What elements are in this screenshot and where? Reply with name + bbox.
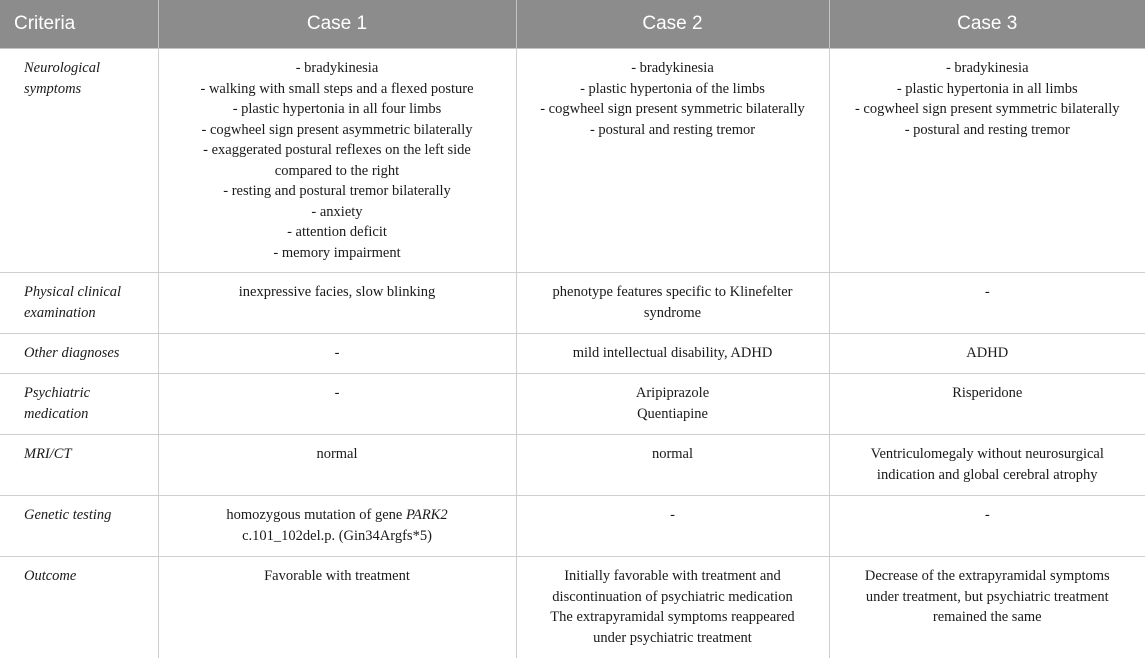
criteria-label: Outcome (24, 566, 152, 587)
case-2-cell (516, 334, 829, 374)
criteria-cell (0, 496, 158, 557)
table-row (0, 496, 1145, 557)
cell-text: remained the same (836, 607, 1140, 628)
case-2-cell (516, 557, 829, 658)
case-3-cell (829, 374, 1145, 435)
cell-text: ADHD (836, 343, 1140, 364)
criteria-label: Genetic testing (24, 505, 152, 526)
cell-text: normal (165, 444, 510, 465)
cell-text: inexpressive facies, slow blinking (165, 282, 510, 303)
header-case-1: Case 1 (158, 0, 516, 49)
case-3-cell (829, 49, 1145, 273)
symptom-item: - attention deficit (165, 222, 510, 243)
case-1-cell (158, 273, 516, 334)
cell-text: under psychiatric treatment (523, 628, 823, 649)
table-row (0, 374, 1145, 435)
symptom-item: - plastic hypertonia in all limbs (836, 79, 1140, 100)
case-1-cell (158, 49, 516, 273)
symptom-item: - cogwheel sign present symmetric bilaterally (836, 99, 1140, 120)
case-3-cell (829, 334, 1145, 374)
cell-text: indication and global cerebral atrophy (836, 465, 1140, 486)
table-row (0, 273, 1145, 334)
criteria-cell (0, 435, 158, 496)
symptom-item: - bradykinesia (165, 58, 510, 79)
cell-text: discontinuation of psychiatric medication (523, 587, 823, 608)
cell-text: Aripiprazole (523, 383, 823, 404)
case-1-cell (158, 557, 516, 658)
gene-detail: c.101_102del.p. (Gin34Argfs*5) (165, 526, 510, 547)
criteria-cell (0, 273, 158, 334)
header-criteria: Criteria (0, 0, 158, 49)
case-3-cell (829, 273, 1145, 334)
criteria-label: examination (24, 303, 152, 324)
symptom-item: - bradykinesia (836, 58, 1140, 79)
cell-text: The extrapyramidal symptoms reappeared (523, 607, 823, 628)
criteria-label: symptoms (24, 79, 152, 100)
cell-text: - (836, 505, 1140, 526)
table-row (0, 557, 1145, 658)
symptom-item: - exaggerated postural reflexes on the left side (165, 140, 510, 161)
table-header (0, 0, 1145, 49)
cell-text: Quentiapine (523, 404, 823, 425)
symptom-item: - walking with small steps and a flexed posture (165, 79, 510, 100)
criteria-label: Neurological (24, 58, 152, 79)
case-3-cell (829, 435, 1145, 496)
cell-text: syndrome (523, 303, 823, 324)
symptom-item: - cogwheel sign present symmetric bilaterally (523, 99, 823, 120)
criteria-label: medication (24, 404, 152, 425)
table-row (0, 49, 1145, 273)
cell-text: Initially favorable with treatment and (523, 566, 823, 587)
cell-text: Decrease of the extrapyramidal symptoms (836, 566, 1140, 587)
cell-text: Ventriculomegaly without neurosurgical (836, 444, 1140, 465)
cell-text: Risperidone (836, 383, 1140, 404)
case-3-cell (829, 557, 1145, 658)
symptom-item: - resting and postural tremor bilaterally (165, 181, 510, 202)
criteria-cell (0, 49, 158, 273)
cell-text: mild intellectual disability, ADHD (523, 343, 823, 364)
header-case-3: Case 3 (829, 0, 1145, 49)
symptom-item: - anxiety (165, 202, 510, 223)
criteria-label: Physical clinical (24, 282, 152, 303)
gene-name: PARK2 (406, 507, 448, 523)
cell-text: - (165, 383, 510, 404)
table-row (0, 435, 1145, 496)
criteria-label: Psychiatric (24, 383, 152, 404)
case-1-cell (158, 334, 516, 374)
gene-line (165, 505, 510, 526)
symptom-item: - postural and resting tremor (836, 120, 1140, 141)
criteria-label: MRI/CT (24, 444, 152, 465)
cell-text: - (523, 505, 823, 526)
criteria-cell (0, 557, 158, 658)
table-body (0, 49, 1145, 658)
case-1-cell (158, 496, 516, 557)
symptom-item: - postural and resting tremor (523, 120, 823, 141)
header-case-2: Case 2 (516, 0, 829, 49)
case-2-cell (516, 435, 829, 496)
cell-text: - (836, 282, 1140, 303)
cell-text: phenotype features specific to Klinefelter (523, 282, 823, 303)
case-3-cell (829, 496, 1145, 557)
symptom-item: compared to the right (165, 161, 510, 182)
case-2-cell (516, 496, 829, 557)
criteria-cell (0, 374, 158, 435)
symptom-item: - cogwheel sign present asymmetric bilaterally (165, 120, 510, 141)
cell-text: Favorable with treatment (165, 566, 510, 587)
cell-text: under treatment, but psychiatric treatment (836, 587, 1140, 608)
case-2-cell (516, 374, 829, 435)
cell-text: normal (523, 444, 823, 465)
criteria-cell (0, 334, 158, 374)
header-row (0, 0, 1145, 49)
case-2-cell (516, 49, 829, 273)
symptom-item: - plastic hypertonia of the limbs (523, 79, 823, 100)
gene-prefix: homozygous mutation of gene (226, 507, 406, 523)
criteria-label: Other diagnoses (24, 343, 152, 364)
case-1-cell (158, 374, 516, 435)
symptom-item: - memory impairment (165, 243, 510, 264)
symptom-item: - plastic hypertonia in all four limbs (165, 99, 510, 120)
table-row (0, 334, 1145, 374)
case-1-cell (158, 435, 516, 496)
cell-text: - (165, 343, 510, 364)
symptom-item: - bradykinesia (523, 58, 823, 79)
case-2-cell (516, 273, 829, 334)
